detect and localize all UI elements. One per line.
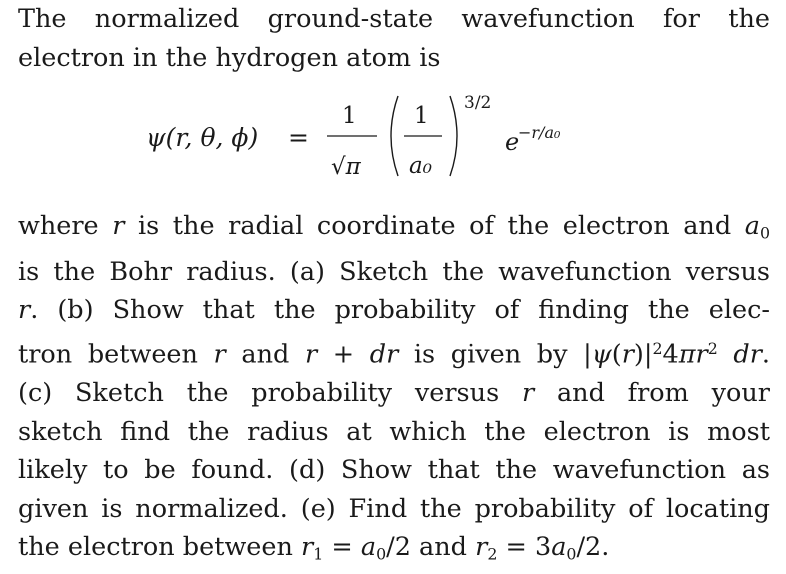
math-a0: a (360, 532, 377, 563)
text-span: where (18, 211, 113, 241)
body-line-7: likely to be found. (d) Show that the wavefunction as (18, 455, 770, 486)
math-r: r (621, 339, 634, 370)
body-line-9 (18, 528, 770, 574)
text-span: the electron between (18, 532, 302, 563)
text-span: . (b) Show that the probability of finding the elec- (30, 295, 770, 326)
body-line-4 (18, 330, 770, 374)
question-paragraph (18, 207, 770, 574)
text-span: /2 and (386, 532, 476, 563)
equation-lhs: ψ(r, θ, ϕ) (146, 123, 259, 152)
text-span (718, 340, 734, 370)
text-span: = 3 (497, 532, 552, 563)
text-span: 4 (662, 339, 679, 370)
text-span: )| (633, 339, 653, 370)
subscript: 0 (566, 544, 577, 564)
math-r: r (521, 378, 535, 409)
text-span: . (761, 339, 770, 370)
right-paren (450, 96, 457, 176)
exp-power: −r/a₀ (518, 123, 561, 142)
power-three-halves: 3/2 (464, 93, 492, 113)
math-r: r (213, 339, 226, 370)
wavefunction-equation (0, 78, 786, 203)
math-a0: a (744, 211, 760, 241)
equation-equals: = (288, 123, 309, 152)
body-line-6: sketch find the radius at which the electron is most (18, 416, 770, 447)
text-span: (c) Sketch the probability versus (18, 378, 522, 409)
exp-base: e (505, 128, 520, 156)
math-r: r (112, 211, 125, 241)
math-pi-r: πr (678, 339, 708, 370)
text-span: tron between (18, 339, 214, 370)
text-span: and (225, 339, 305, 370)
equation-svg (0, 78, 786, 203)
text-span: ( (611, 339, 622, 370)
math-psi: ψ (591, 339, 612, 370)
text-span: + (317, 339, 370, 370)
body-line-2: is the Bohr radius. (a) Sketch the wavefunction versus (18, 256, 770, 287)
superscript: 2 (707, 338, 718, 358)
body-line-1 (18, 207, 770, 253)
intro-line-1: The normalized ground-state wavefunction for the (18, 4, 770, 34)
text-span: is given by | (398, 339, 592, 370)
math-r1: r (301, 532, 314, 563)
body-line-3 (18, 291, 770, 330)
text-span: is the radial coordinate of the electron and (124, 211, 745, 241)
math-a0: a (551, 532, 567, 563)
frac1-denominator: √π (331, 154, 361, 180)
subscript: 2 (487, 544, 498, 564)
body-line-5 (18, 374, 770, 413)
math-r: r (18, 295, 31, 326)
text-span: and from your (534, 378, 770, 409)
body-line-8: given is normalized. (e) Find the probability of locating (18, 493, 770, 524)
subscript: 0 (759, 223, 770, 243)
text-span: /2. (576, 532, 610, 563)
math-r2: r (475, 532, 488, 563)
math-r: r (304, 339, 318, 370)
subscript: 0 (376, 544, 387, 564)
superscript: 2 (652, 338, 663, 358)
frac2-numerator: 1 (414, 103, 429, 129)
text-span: = (323, 532, 361, 563)
left-paren (391, 96, 398, 176)
math-dr: dr (369, 339, 399, 370)
frac1-numerator: 1 (342, 103, 357, 129)
subscript: 1 (313, 544, 324, 564)
intro-paragraph (18, 0, 770, 77)
frac2-denominator: a₀ (409, 153, 432, 179)
intro-line-2: electron in the hydrogen atom is (18, 42, 441, 73)
math-dr: dr (733, 339, 762, 370)
